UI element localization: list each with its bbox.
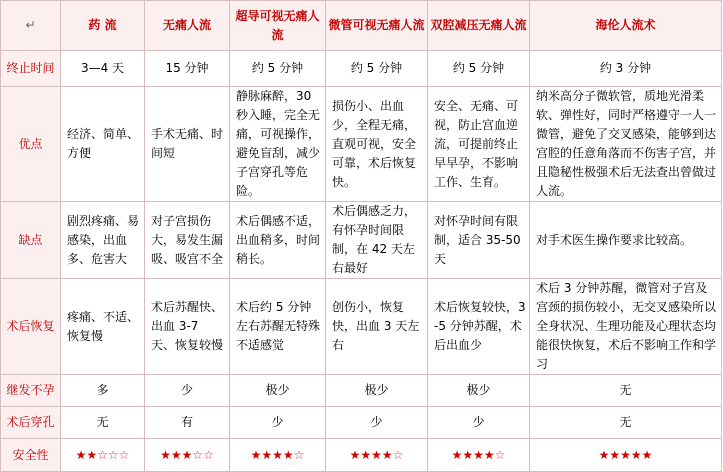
row-label-disadvantages: 缺点: [1, 202, 61, 279]
cell-text: 剧烈疼痛、易感染，出血多、危害大: [61, 202, 145, 279]
cell-text: 对子宫损伤大，易发生漏吸、吸宫不全: [145, 202, 230, 279]
cell-text: 疼痛、不适、恢复慢: [61, 279, 145, 375]
star-filled-icon: ★: [261, 447, 273, 462]
cell-value: 无: [530, 375, 722, 407]
star-filled-icon: ★: [483, 447, 495, 462]
star-empty-icon: ☆: [192, 447, 204, 462]
star-filled-icon: ★: [609, 447, 621, 462]
star-empty-icon: ☆: [293, 447, 305, 462]
cell-value: 15 分钟: [145, 51, 230, 87]
cell-value: 少: [230, 407, 326, 439]
cell-text: 术后偶感不适，出血稍多，时间稍长。: [230, 202, 326, 279]
cell-value: 约 5 分钟: [230, 51, 326, 87]
cell-value: 少: [428, 407, 530, 439]
row-label-safety: 安全性: [1, 439, 61, 472]
cell-text: 损伤小、出血少，全程无痛，直观可视，安全可靠，术后恢复快。: [326, 87, 428, 202]
cell-text: 对怀孕时间有限制，适合 35-50 天: [428, 202, 530, 279]
cell-value: 无: [530, 407, 722, 439]
cell-text: 安全、无痛、可视，防止宫血逆流，可提前终止早早孕，不影响工作、生育。: [428, 87, 530, 202]
method-header-helen: 海伦人流术: [530, 1, 722, 51]
star-filled-icon: ★: [170, 447, 182, 462]
method-header-microtube: 微管可视无痛人流: [326, 1, 428, 51]
star-empty-icon: ☆: [203, 447, 214, 462]
cell-text: 术后约 5 分钟左右苏醒无特殊不适感觉: [230, 279, 326, 375]
star-filled-icon: ★: [160, 447, 171, 462]
row-perforation: [1, 407, 722, 439]
star-filled-icon: ★: [620, 447, 631, 462]
star-filled-icon: ★: [349, 447, 361, 462]
cell-text: 术后偶感乏力，有怀孕时间限制，在 42 天左右最好: [326, 202, 428, 279]
cell-value: 约 5 分钟: [428, 51, 530, 87]
cell-text: 手术无痛、时间短: [145, 87, 230, 202]
star-filled-icon: ★: [473, 447, 484, 462]
star-filled-icon: ★: [371, 447, 382, 462]
star-filled-icon: ★: [181, 447, 193, 462]
row-recovery: [1, 279, 722, 375]
cell-text: 对手术医生操作要求比较高。: [530, 202, 722, 279]
star-filled-icon: ★: [282, 447, 294, 462]
cell-value: 无: [61, 407, 145, 439]
cell-text: 创伤小，恢复快，出血 3 天左右: [326, 279, 428, 375]
cell-text: 静脉麻醉，30 秒入睡，完全无痛，可视操作，避免盲刮，减少子宫穿孔等危险。: [230, 87, 326, 202]
row-label-perforation: 术后穿孔: [1, 407, 61, 439]
row-duration: [1, 51, 722, 87]
cell-text: 术后恢复较快，3-5 分钟苏醒，术后出血少: [428, 279, 530, 375]
cell-value: 少: [145, 375, 230, 407]
row-label-duration: 终止时间: [1, 51, 61, 87]
star-empty-icon: ☆: [392, 447, 404, 462]
corner-cell: ↵: [1, 1, 61, 51]
star-filled-icon: ★: [641, 447, 653, 462]
star-empty-icon: ☆: [107, 447, 119, 462]
row-label-advantages: 优点: [1, 87, 61, 202]
star-filled-icon: ★: [451, 447, 463, 462]
cell-text: 术后 3 分钟苏醒，微管对子宫及宫颈的损伤较小，无交叉感染所以全身状况、生理功能及心理状态均能很快恢复，术后不影响工作和学习: [530, 279, 722, 375]
star-empty-icon: ☆: [118, 447, 130, 462]
cell-value: 少: [326, 407, 428, 439]
cell-value: 约 3 分钟: [530, 51, 722, 87]
row-infertility: [1, 375, 722, 407]
cell-text: 经济、简单、方便: [61, 87, 145, 202]
row-disadvantages: [1, 202, 722, 279]
method-header-painless: 无痛人流: [145, 1, 230, 51]
star-empty-icon: ☆: [97, 447, 108, 462]
cell-text: 纳米高分子微软管，质地光滑柔软、弹性好，同时严格遵守一人一微管，避免了交叉感染，能够到达宫腔的任意角落而不伤害子宫，并且隐秘性极强术后无法查出曾做过人流。: [530, 87, 722, 202]
row-advantages: [1, 87, 722, 202]
method-header-medical: 药 流: [61, 1, 145, 51]
star-filled-icon: ★: [598, 447, 610, 462]
cell-value: 3—4 天: [61, 51, 145, 87]
star-filled-icon: ★: [462, 447, 474, 462]
row-label-infertility: 继发不孕: [1, 375, 61, 407]
method-header-ultraguide: 超导可视无痛人流: [230, 1, 326, 51]
star-empty-icon: ☆: [494, 447, 506, 462]
cell-value: 约 5 分钟: [326, 51, 428, 87]
row-label-recovery: 术后恢复: [1, 279, 61, 375]
star-filled-icon: ★: [360, 447, 372, 462]
cell-value: 多: [61, 375, 145, 407]
cell-value: 极少: [230, 375, 326, 407]
star-filled-icon: ★: [75, 447, 87, 462]
cell-value: 极少: [326, 375, 428, 407]
method-header-double-lumen: 双腔减压无痛人流: [428, 1, 530, 51]
star-filled-icon: ★: [630, 447, 642, 462]
cell-value: 有: [145, 407, 230, 439]
cell-text: 术后苏醒快、出血 3-7 天、恢复较慢: [145, 279, 230, 375]
star-filled-icon: ★: [381, 447, 393, 462]
star-filled-icon: ★: [272, 447, 283, 462]
cell-value: 极少: [428, 375, 530, 407]
star-filled-icon: ★: [86, 447, 98, 462]
star-filled-icon: ★: [250, 447, 262, 462]
header-row: [1, 1, 722, 51]
